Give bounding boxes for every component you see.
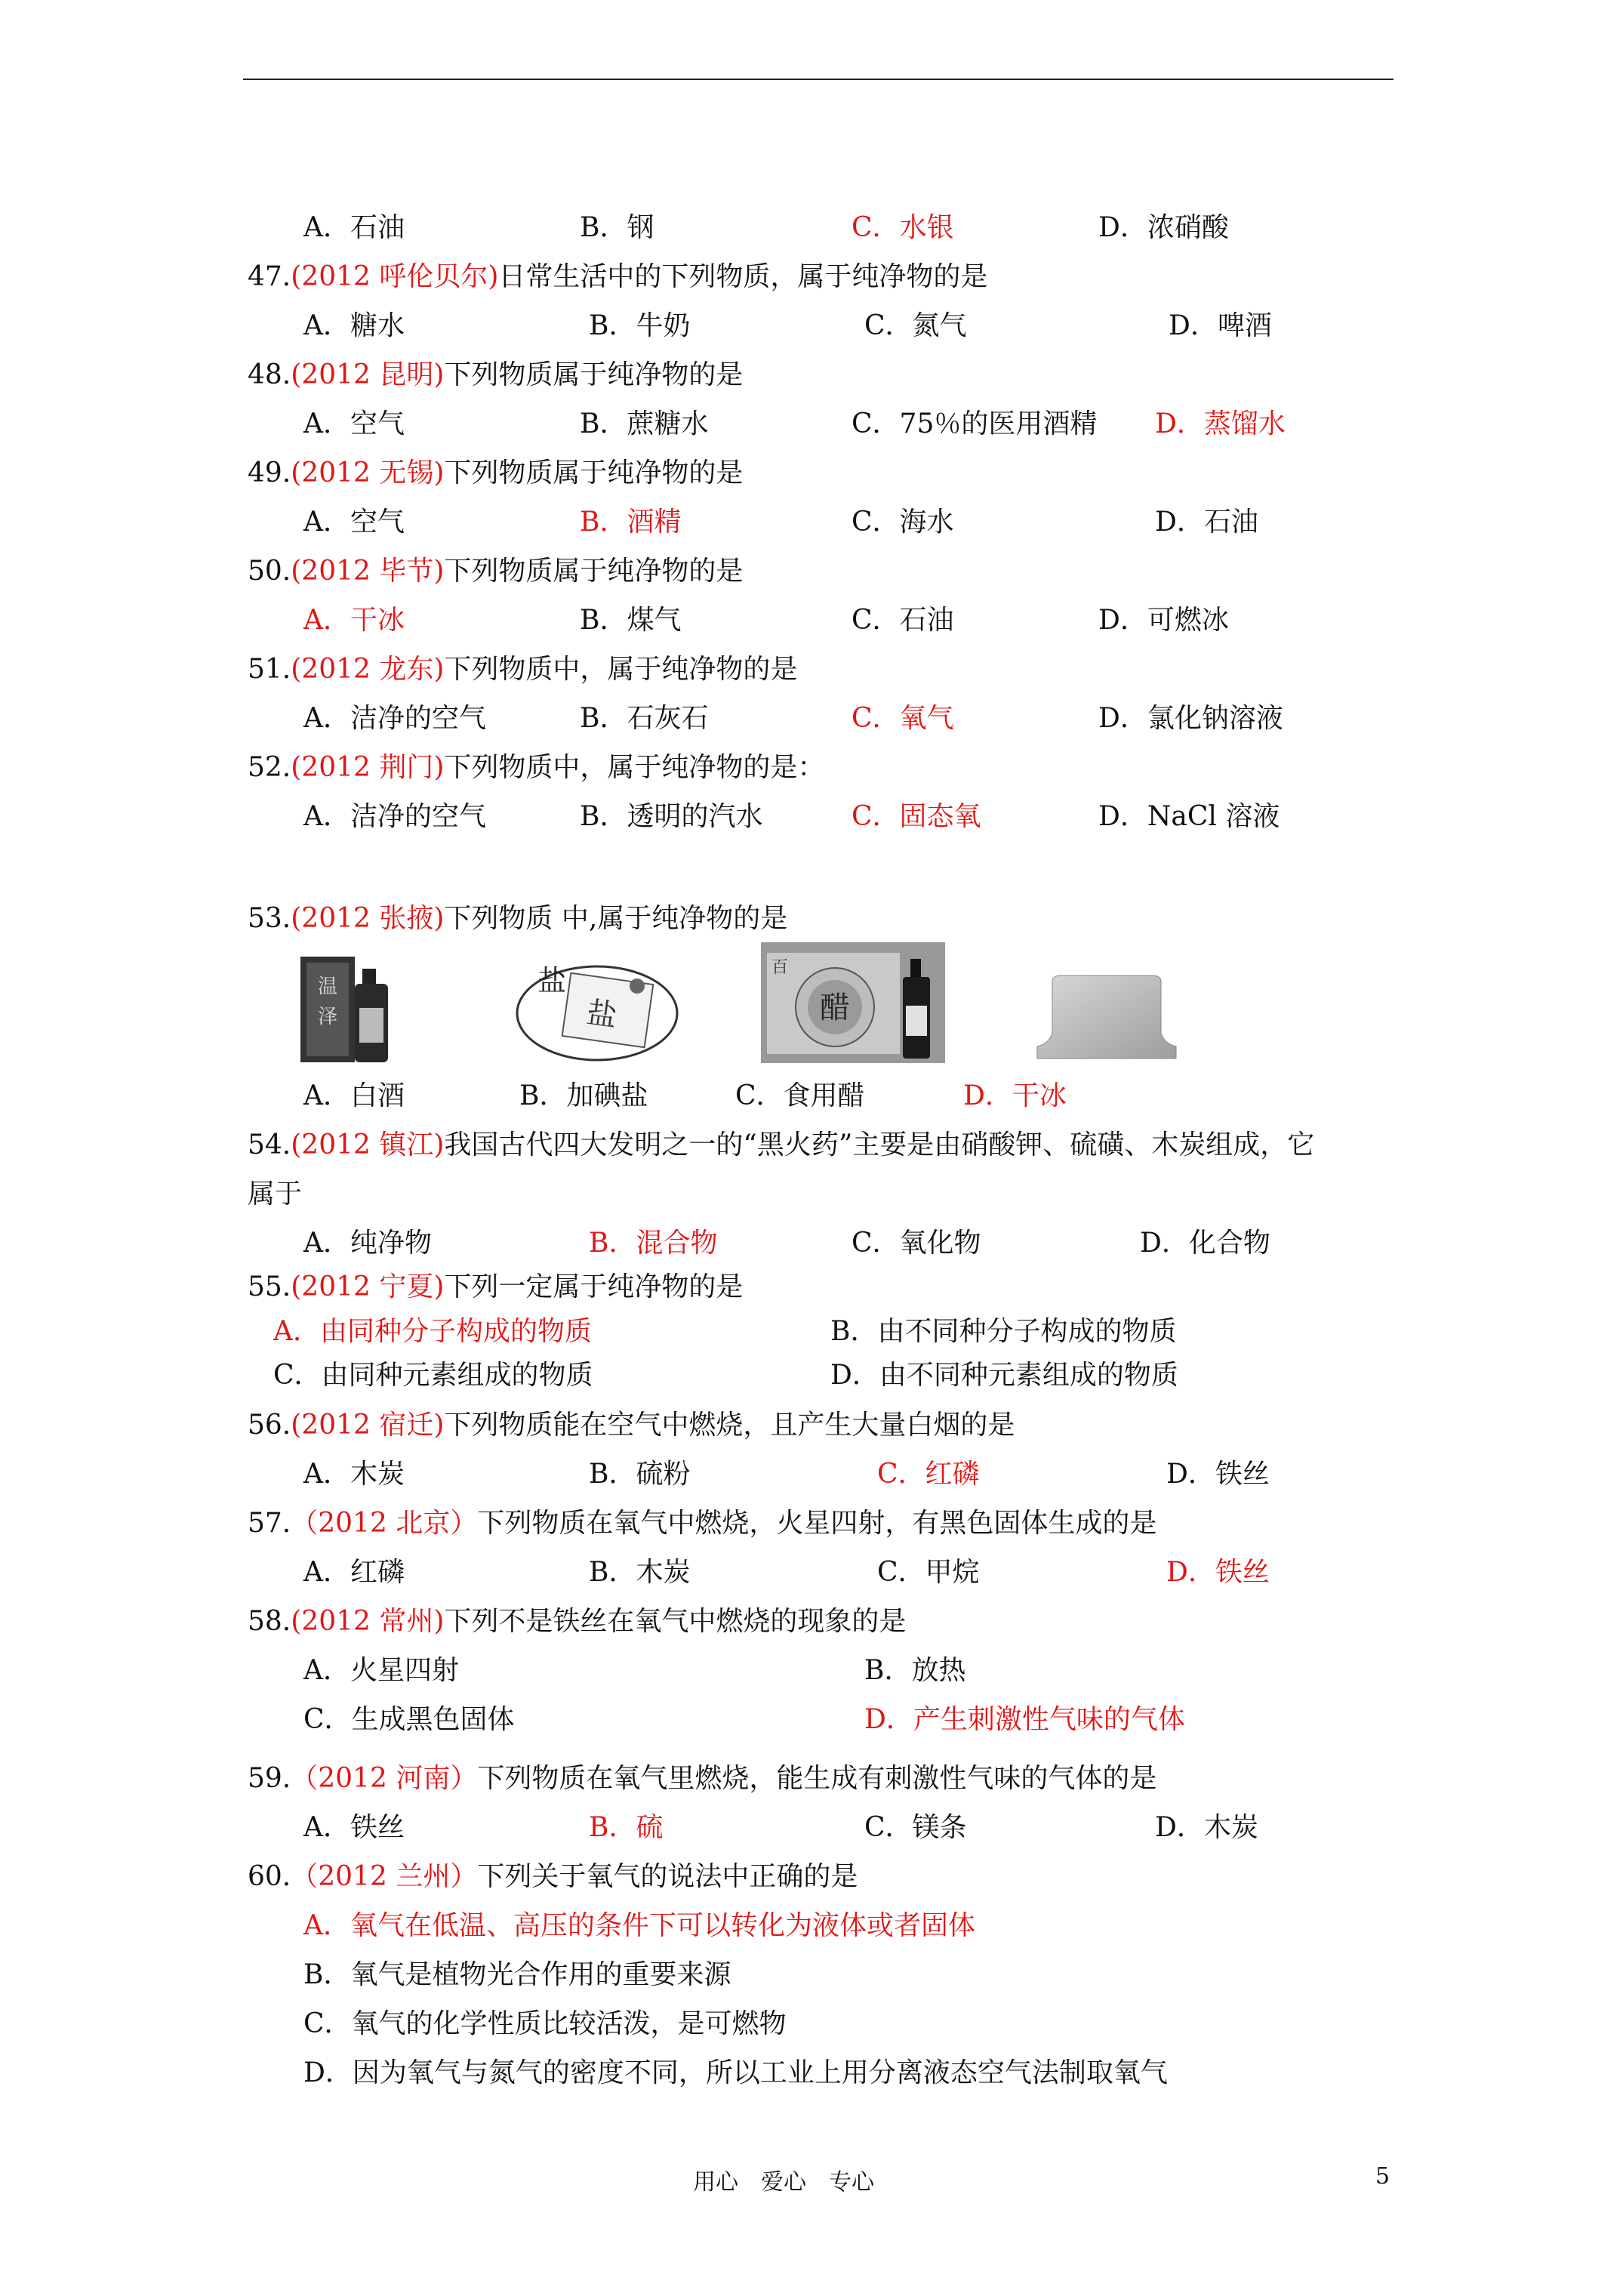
question-48: [248, 359, 743, 392]
question-source: (2012 宁夏): [291, 1271, 445, 1302]
question-number: 55.: [248, 1271, 291, 1302]
question-52: [248, 751, 824, 784]
question-source: (2012 宿迁): [291, 1410, 445, 1441]
q49-option-d: D．石油: [1155, 507, 1258, 538]
question-number: 54.: [248, 1130, 291, 1160]
q56-option-b: B．硫粉: [589, 1459, 691, 1490]
q49-option-a: A．空气: [303, 507, 405, 538]
question-53: [248, 902, 787, 935]
question-source: (2012 张掖): [291, 903, 445, 934]
vinegar-image: [761, 942, 945, 1063]
question-stem: 下列物质属于纯净物的是: [444, 359, 744, 390]
question-stem: 下列物质中，属于纯净物的是: [444, 654, 798, 685]
q59-option-c: C．镁条: [864, 1812, 967, 1843]
q48-option-a: A．空气: [303, 408, 405, 439]
q47-option-b: B．牛奶: [589, 310, 691, 341]
q57-option-b: B．木炭: [589, 1557, 691, 1588]
q59-option-d: D．木炭: [1155, 1812, 1258, 1843]
q58-option-c: C．生成黑色固体: [303, 1704, 515, 1735]
question-number: 51.: [248, 654, 291, 685]
question-number: 59.: [248, 1763, 291, 1794]
q53-option-b: B．加碘盐: [519, 1080, 648, 1111]
question-57: [248, 1507, 1156, 1540]
q52-option-a: A．洁净的空气: [303, 801, 486, 832]
q58-option-b: B．放热: [864, 1655, 966, 1686]
question-56: [248, 1409, 1015, 1442]
question-source: (2012 荆门): [291, 752, 445, 783]
question-number: 52.: [248, 752, 291, 783]
q51-option-b: B．石灰石: [580, 703, 709, 734]
question-59: [248, 1762, 1156, 1795]
q46-option-a: A．石油: [303, 212, 405, 243]
q52-option-c: C．固态氧: [852, 801, 981, 832]
q60-option-c: C．氧气的化学性质比较活泼，是可燃物: [303, 2008, 787, 2039]
q56-option-d: D．铁丝: [1166, 1459, 1270, 1490]
question-51: [248, 653, 797, 686]
q58-option-d: D．产生刺激性气味的气体: [864, 1704, 1185, 1735]
q46-option-c: C．水银: [852, 212, 954, 243]
svg-text:百: 百: [771, 958, 789, 977]
question-source: (2012 呼伦贝尔): [291, 261, 499, 292]
q52-option-b: B．透明的汽水: [580, 801, 763, 832]
question-source: (2012 龙东): [291, 654, 445, 685]
question-source: (2012 毕节): [291, 556, 445, 587]
question-number: 50.: [248, 556, 291, 587]
question-source: (2012 昆明): [291, 359, 445, 390]
question-stem: 下列物质属于纯净物的是: [444, 458, 744, 488]
q52-option-d: D．NaCl 溶液: [1098, 801, 1280, 832]
question-source: （2012 河南）: [291, 1763, 478, 1794]
q51-option-d: D．氯化钠溶液: [1098, 703, 1283, 734]
q50-option-b: B．煤气: [580, 605, 682, 636]
svg-text:盐: 盐: [584, 995, 620, 1034]
question-stem: 下列物质在氧气中燃烧，火星四射，有黑色固体生成的是: [477, 1508, 1157, 1539]
liquor-image: [299, 955, 393, 1068]
question-source: （2012 北京）: [291, 1508, 478, 1539]
question-source: (2012 镇江): [291, 1130, 445, 1160]
q50-option-c: C．石油: [852, 605, 954, 636]
svg-text:盐: 盐: [537, 964, 567, 997]
q49-option-b: B．酒精: [580, 507, 682, 538]
svg-text:醋: 醋: [820, 991, 850, 1025]
question-number: 47.: [248, 261, 291, 292]
question-60: [248, 1860, 858, 1894]
q57-option-d: D．铁丝: [1166, 1557, 1270, 1588]
dry-ice-image: [1036, 974, 1178, 1062]
q50-option-a: A．干冰: [303, 605, 405, 636]
question-54: [248, 1129, 1314, 1162]
question-stem: 下列不是铁丝在氧气中燃烧的现象的是: [444, 1606, 907, 1637]
q59-option-a: A．铁丝: [303, 1812, 405, 1843]
svg-text:泽: 泽: [317, 1006, 338, 1028]
question-58: [248, 1605, 906, 1638]
q51-option-c: C．氧气: [852, 703, 954, 734]
q51-option-a: A．洁净的空气: [303, 703, 486, 734]
q53-option-d: D．干冰: [963, 1080, 1067, 1111]
q48-option-d: D．蒸馏水: [1155, 408, 1286, 439]
svg-text:温: 温: [317, 975, 338, 998]
iodized-salt-image: [513, 953, 681, 1066]
question-number: 49.: [248, 458, 291, 488]
q59-option-b: B．硫: [589, 1812, 664, 1843]
q54-option-b: B．混合物: [589, 1228, 718, 1259]
q57-option-a: A．红磷: [303, 1557, 405, 1588]
question-number: 48.: [248, 359, 291, 390]
q53-option-c: C．食用醋: [735, 1080, 865, 1111]
q56-option-a: A．木炭: [303, 1459, 405, 1490]
q55-option-c: C．由同种元素组成的物质: [273, 1360, 593, 1391]
q60-option-d: D．因为氧气与氮气的密度不同，所以工业上用分离液态空气法制取氧气: [303, 2057, 1168, 2088]
question-number: 53.: [248, 903, 291, 934]
question-number: 56.: [248, 1410, 291, 1441]
q46-option-b: B．钢: [580, 212, 654, 243]
question-stem: 日常生活中的下列物质，属于纯净物的是: [498, 261, 988, 292]
q57-option-c: C．甲烷: [877, 1557, 980, 1588]
q56-option-c: C．红磷: [877, 1459, 980, 1490]
q54-option-a: A．纯净物: [303, 1228, 432, 1259]
q60-option-a: A．氧气在低温、高压的条件下可以转化为液体或者固体: [303, 1910, 975, 1941]
question-number: 60.: [248, 1861, 291, 1892]
q54-option-d: D．化合物: [1140, 1228, 1270, 1259]
q58-option-a: A．火星四射: [303, 1655, 459, 1686]
question-stem: 下列物质中，属于纯净物的是：: [444, 752, 825, 783]
question-source: （2012 兰州）: [291, 1861, 478, 1892]
q55-option-b: B．由不同种分子构成的物质: [830, 1316, 1177, 1347]
question-stem: 下列一定属于纯净物的是: [444, 1271, 744, 1302]
q60-option-b: B．氧气是植物光合作用的重要来源: [303, 1959, 731, 1990]
question-55: [248, 1271, 743, 1304]
q55-option-d: D．由不同种元素组成的物质: [830, 1360, 1178, 1391]
question-number: 58.: [248, 1606, 291, 1637]
page-number: 5: [1375, 2163, 1390, 2190]
question-stem: 下列关于氧气的说法中正确的是: [477, 1861, 858, 1892]
question-number: 57.: [248, 1508, 291, 1539]
question-stem: 下列物质能在空气中燃烧，且产生大量白烟的是: [444, 1410, 1015, 1441]
q47-option-c: C．氮气: [864, 310, 967, 341]
question-47: [248, 260, 987, 294]
question-stem: 下列物质在氧气里燃烧，能生成有刺激性气味的气体的是: [477, 1763, 1157, 1794]
question-stem: 下列物质 中,属于纯净物的是: [444, 903, 788, 934]
question-50: [248, 555, 743, 588]
q53-option-a: A．白酒: [303, 1080, 405, 1111]
q47-option-d: D．啤酒: [1169, 310, 1272, 341]
q49-option-c: C．海水: [852, 507, 954, 538]
question-49: [248, 457, 743, 490]
question-54-continued: 属于: [248, 1179, 303, 1210]
header-rule: [243, 79, 1394, 80]
question-stem: 下列物质属于纯净物的是: [444, 556, 744, 587]
q48-option-c: C．75％的医用酒精: [852, 408, 1098, 439]
question-source: (2012 常州): [291, 1606, 445, 1637]
q47-option-a: A．糖水: [303, 310, 405, 341]
q48-option-b: B．蔗糖水: [580, 408, 709, 439]
footer-motto: 用心 爱心 专心: [693, 2169, 874, 2196]
question-stem: 我国古代四大发明之一的“黑火药”主要是由硝酸钾、硫磺、木炭组成，它: [444, 1130, 1315, 1160]
q55-option-a: A．由同种分子构成的物质: [273, 1316, 592, 1347]
q50-option-d: D．可燃冰: [1098, 605, 1229, 636]
question-source: (2012 无锡): [291, 458, 445, 488]
q54-option-c: C．氧化物: [852, 1228, 981, 1259]
q46-option-d: D．浓硝酸: [1098, 212, 1229, 243]
